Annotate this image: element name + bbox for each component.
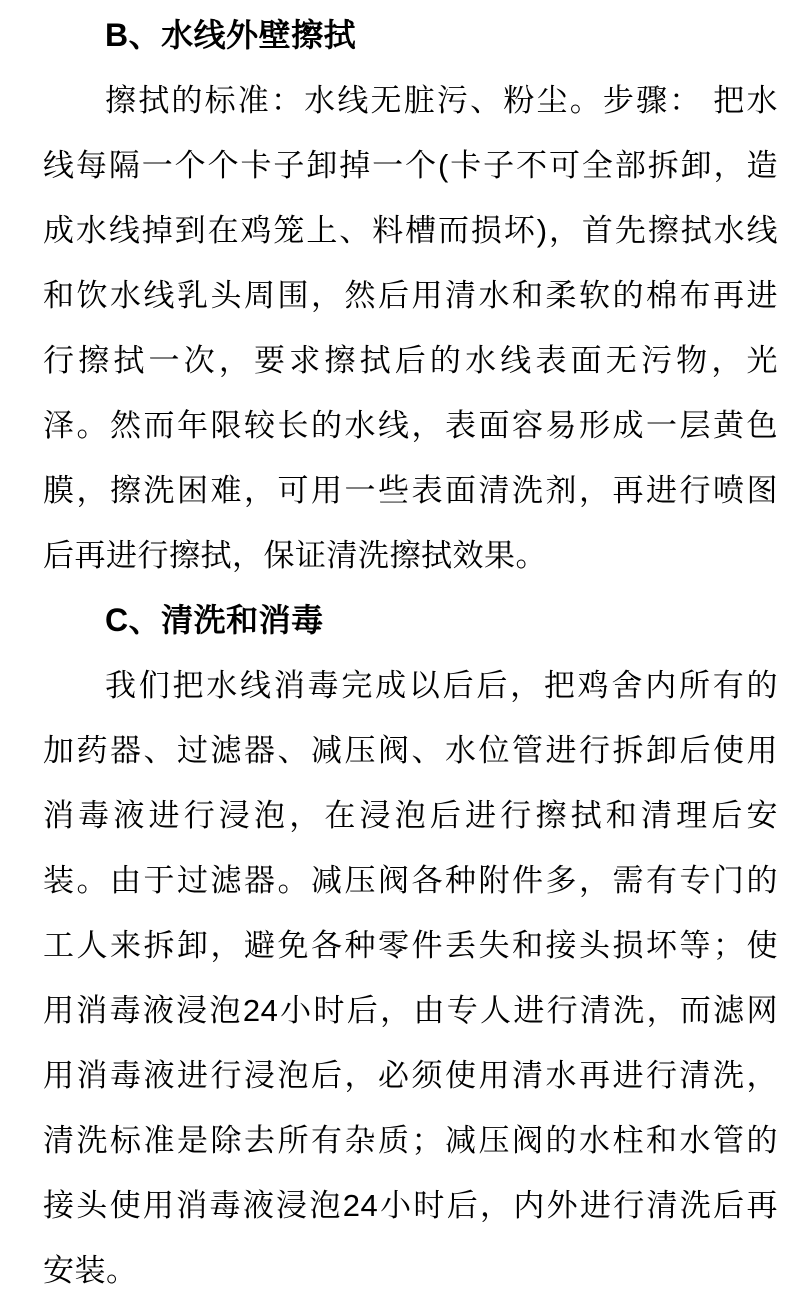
section-heading: B、水线外壁擦拭 (105, 17, 357, 53)
paragraph-line: 行擦拭一次，要求擦拭后的水线表面无污物，光 (43, 343, 778, 378)
paragraph-line: 接头使用消毒液浸泡24小时后，内外进行清洗后再 (43, 1188, 778, 1223)
paragraph-line: 泽。然而年限较长的水线，表面容易形成一层黄色 (43, 408, 778, 443)
paragraph-line: 和饮水线乳头周围，然后用清水和柔软的棉布再进 (43, 278, 778, 313)
paragraph-line: 成水线掉到在鸡笼上、料槽而损坏)，首先擦拭水线 (43, 213, 778, 248)
paragraph-line: 用消毒液浸泡24小时后，由专人进行清洗，而滤网 (43, 993, 778, 1028)
paragraph-line: 膜，擦洗困难，可用一些表面清洗剂，再进行喷图 (43, 473, 778, 508)
paragraph-line: 加药器、过滤器、减压阀、水位管进行拆卸后使用 (43, 733, 778, 768)
paragraph-line: 安装。 (43, 1253, 138, 1288)
section-heading: C、清洗和消毒 (105, 602, 324, 638)
paragraph-line: 工人来拆卸，避免各种零件丢失和接头损坏等；使 (43, 928, 778, 963)
paragraph-line: 擦拭的标准：水线无脏污、粉尘。步骤： 把水 (105, 83, 778, 118)
paragraph-line: 清洗标准是除去所有杂质；减压阀的水柱和水管的 (43, 1123, 778, 1158)
paragraph-line: 后再进行擦拭，保证清洗擦拭效果。 (43, 538, 547, 573)
paragraph-line: 用消毒液进行浸泡后，必须使用清水再进行清洗， (43, 1058, 778, 1093)
paragraph-line: 我们把水线消毒完成以后后，把鸡舍内所有的 (105, 668, 778, 703)
paragraph-line: 线每隔一个个卡子卸掉一个(卡子不可全部拆卸，造 (43, 148, 778, 183)
paragraph-line: 装。由于过滤器。减压阀各种附件多，需有专门的 (43, 863, 778, 898)
paragraph-line: 消毒液进行浸泡，在浸泡后进行擦拭和清理后安 (43, 798, 778, 833)
